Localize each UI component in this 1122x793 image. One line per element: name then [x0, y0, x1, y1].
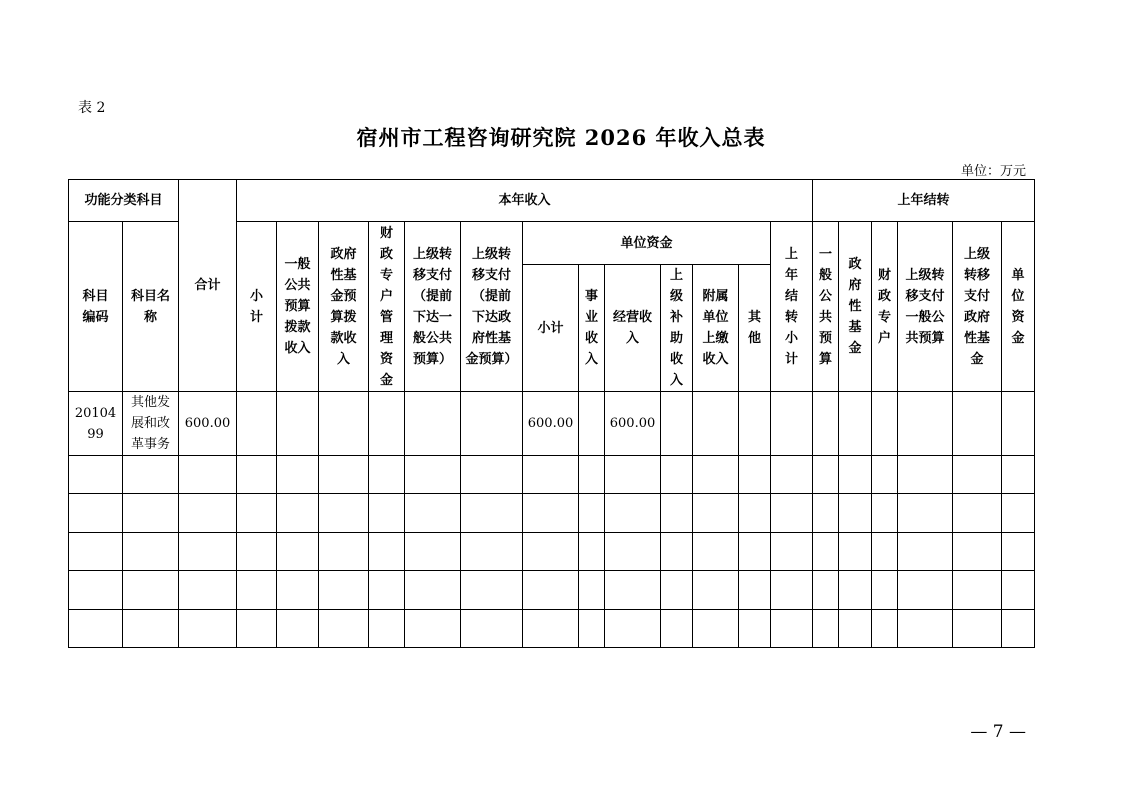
header-subtotal: 小 计 — [237, 222, 277, 392]
header-carry-unit-funds: 单 位 资 金 — [1002, 222, 1035, 392]
table-row — [69, 571, 1035, 610]
header-business-income: 事 业 收 入 — [579, 265, 605, 392]
cell-total: 600.00 — [179, 392, 237, 456]
income-table — [68, 179, 1035, 648]
header-unit-subtotal: 小计 — [523, 265, 579, 392]
page-title: 宿州市工程咨询研究院 2026 年收入总表 — [356, 125, 766, 150]
table-row — [69, 494, 1035, 533]
header-other: 其 他 — [739, 265, 771, 392]
table-row — [69, 533, 1035, 571]
header-fiscal-special-account: 财 政 专 户 管 理 资 金 — [369, 222, 405, 392]
cell-operating-income: 600.00 — [605, 392, 661, 456]
header-affiliated-unit-remittance: 附属 单位 上缴 收入 — [693, 265, 739, 392]
header-carry-upper-transfer-fund: 上级 转移 支付 政府 性基 金 — [953, 222, 1002, 392]
header-upper-transfer-general: 上级转 移支付 （提前 下达一 般公共 预算） — [405, 222, 461, 392]
cell-subject-code: 20104 99 — [69, 392, 123, 456]
cell-subject-name: 其他发 展和改 革事务 — [123, 392, 179, 456]
header-upper-transfer-fund: 上级转 移支付 （提前 下达政 府性基 金预算） — [461, 222, 523, 392]
header-government-fund-budget-allocation: 政府 性基 金预 算拨 款收 入 — [319, 222, 369, 392]
header-operating-income: 经营收 入 — [605, 265, 661, 392]
header-carry-government-fund: 政 府 性 基 金 — [839, 222, 872, 392]
table-row — [69, 610, 1035, 648]
table-row — [69, 392, 1035, 456]
header-carry-fiscal-account: 财 政 专 户 — [872, 222, 898, 392]
header-current-year-income: 本年收入 — [237, 180, 813, 222]
header-total: 合计 — [179, 180, 237, 392]
header-carry-general-public-budget: 一 般 公 共 预 算 — [813, 222, 839, 392]
header-carry-upper-transfer-general: 上级转 移支付 一般公 共预算 — [898, 222, 953, 392]
unit-label: 单位：万元 — [960, 164, 1026, 179]
header-unit-funds: 单位资金 — [523, 222, 771, 265]
header-subject-code: 科目 编码 — [69, 222, 123, 392]
cell-unit-subtotal: 600.00 — [523, 392, 579, 456]
header-last-year-carryover: 上年结转 — [813, 180, 1035, 222]
header-general-public-budget-allocation: 一般 公共 预算 拨款 收入 — [277, 222, 319, 392]
header-carry-subtotal: 上 年 结 转 小 计 — [771, 222, 813, 392]
page-number: — 7 — — [970, 722, 1026, 742]
header-upper-subsidy-income: 上 级 补 助 收 入 — [661, 265, 693, 392]
header-functional-category: 功能分类科目 — [69, 180, 179, 222]
table-number: 表 2 — [78, 100, 106, 116]
header-subject-name: 科目名 称 — [123, 222, 179, 392]
table-row — [69, 456, 1035, 494]
